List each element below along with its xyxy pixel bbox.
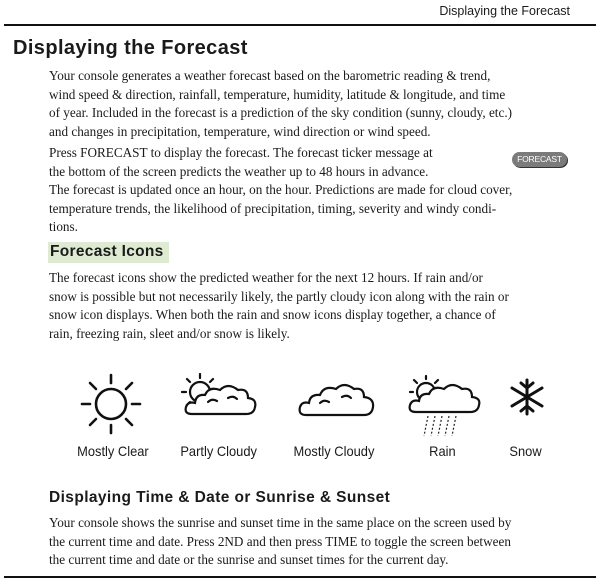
icons-line: snow icon displays. When both the rain and snow icons display together, a chance of: [49, 307, 496, 322]
press-forecast-paragraph: [49, 144, 499, 181]
time-date-paragraph: [49, 514, 575, 570]
update-line: tions.: [49, 219, 78, 234]
mostly-cloudy-icon: [296, 377, 380, 421]
icons-line: The forecast icons show the predicted weather for the next 12 hours. If rain and/or: [49, 270, 483, 285]
page-title: Displaying the Forecast: [13, 37, 248, 59]
time-date-heading: Displaying Time & Date or Sunrise & Sunset: [49, 489, 391, 506]
icons-paragraph: [49, 269, 575, 343]
icon-label-mostly-clear: Mostly Clear: [77, 443, 149, 459]
partly-cloudy-icon: [178, 372, 260, 420]
running-header: Displaying the Forecast: [439, 4, 570, 18]
time-line: Your console shows the sunrise and sunset time in the same place on the screen used by: [49, 515, 512, 530]
update-paragraph: [49, 181, 575, 237]
intro-line: Your console generates a weather forecast based on the barometric reading & trend,: [49, 68, 491, 83]
press-line: the bottom of the screen predicts the weather up to 48 hours in advance.: [49, 163, 429, 179]
rain-icon: [404, 374, 482, 440]
snow-icon: [507, 377, 547, 417]
header-rule: [4, 24, 596, 26]
footer-rule: [4, 576, 596, 578]
icon-label-rain: Rain: [429, 443, 456, 459]
intro-line: of year. Included in the forecast is a prediction of the sky condition (sunny, cloudy, etc.): [49, 105, 513, 120]
icon-label-partly-cloudy: Partly Cloudy: [180, 443, 257, 459]
icons-line: rain, freezing rain, sleet and/or snow is likely.: [49, 325, 290, 341]
intro-paragraph: [49, 67, 575, 141]
intro-line: and changes in precipitation, temperature, wind direction or wind speed.: [49, 123, 431, 139]
icons-line: snow is possible but not necessarily likely, the partly cloudy icon along with the rain or: [49, 288, 509, 304]
icon-label-snow: Snow: [509, 443, 542, 459]
forecast-icons-heading: Forecast Icons: [48, 242, 169, 263]
forecast-button-graphic: FORECAST: [512, 152, 567, 167]
press-line: Press FORECAST to display the forecast. The forecast ticker message at: [49, 145, 433, 160]
update-line: temperature trends, the likelihood of precipitation, timing, severity and windy condi-: [49, 200, 497, 216]
time-line: the current time and date. Press 2ND and then press TIME to toggle the screen between: [49, 533, 511, 549]
intro-line: wind speed & direction, rainfall, temperature, humidity, latitude & longitude, and time: [49, 86, 506, 102]
mostly-clear-icon: [78, 373, 144, 435]
icon-label-mostly-cloudy: Mostly Cloudy: [293, 443, 375, 459]
time-line: the current time and date or the sunrise and sunset times for the current day.: [49, 552, 449, 567]
update-line: The forecast is updated once an hour, on the hour. Predictions are made for cloud cover,: [49, 182, 513, 197]
